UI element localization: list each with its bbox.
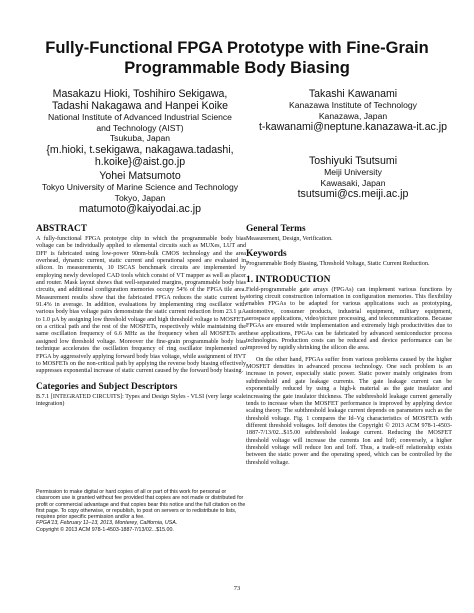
permission-notice xyxy=(36,489,246,533)
location: Tokyo, Japan xyxy=(114,192,166,203)
author-email: matumoto@kaiyodai.ac.jp xyxy=(78,203,202,216)
affiliation: Kanazawa Institute of Technology xyxy=(289,100,417,110)
introduction-paragraph-2: On the other hand, FPGAs suffer from various problems caused by the higher MOSFET densities in advanced process technology. One such problem is an increase in power, especially static power. Static power mainly originates from subthreshold and gate leakage currents. The gate leakage current can be exponentially reduced by using a high-k material as the gate insulator and increasing the gate insulator thickness. The subthreshold leakage current generally tends to increase when the MOSFET performance is improved by applying device scaling theory. The subthreshold leakage current depends on parameters such as the threshold voltage. Fig. 1 compares the Id–Vg characteristics of MOSFETs with different threshold voltages. Ioff denotes the Copyright © 2013 ACM 978-1-4503-1887-7/13/02...$15.00 subthreshold leakage current. Reducing the MOSFET threshold voltage will increase the currents Ion and Ioff; conversely, a higher threshold voltage will reduce Ion and Ioff. Thus, a trade-off relationship exists between the static power and the operating speed, which can be controlled by the threshold voltage. xyxy=(246,356,452,466)
keywords-heading: Keywords xyxy=(246,249,287,260)
author-name: Toshiyuki Tsutsumi xyxy=(308,155,398,167)
introduction-paragraph-1: Field-programmable gate arrays (FPGAs) can implement various functions by storing circuit construction information in configuration memories. This flexibility enables FPGAs to be adapted for various applications such as prototyping, automotive, consumer products, industrial equipment, military equipment, aerospace applications, video/picture processing, and telecommunications. Because FPGAs are ensured wide implementation and extremely high productivities due to these applications, FPGAs can be fabricated by advanced semiconductor process technologies. Production costs can be reduced and device performance can be improved by rapidly shrinking the silicon die area. xyxy=(246,286,452,352)
categories-text: B.7.1 [INTEGRATED CIRCUITS]: Types and Design Styles - VLSI (very large scale integration) xyxy=(36,393,246,407)
page-number: 73 xyxy=(233,585,241,592)
location: Kawasaki, Japan xyxy=(320,177,386,188)
right-column xyxy=(246,224,452,467)
location: Kanazawa, Japan xyxy=(318,110,388,121)
permission-text: Permission to make digital or hard copies of all or part of this work for personal or classroom use is granted without fee provided that copies are not made or distributed for profit or commercial advantage and that copies bear this notice and the full citation on the first page. To copy otherwise, or republish, to post on servers or to redistribute to lists, requires prior specific permission and/or a fee. xyxy=(36,489,246,521)
author-email: tsutsumi@cs.meiji.ac.jp xyxy=(297,188,409,201)
copyright-line: Copyright © 2013 ACM 978-1-4503-1887-7/13/02...$15.00. xyxy=(36,526,174,533)
general-terms-text: Measurement, Design, Verification. xyxy=(246,236,333,242)
affiliation: and Technology (AIST) xyxy=(96,122,184,133)
keywords-text: Programmable Body Biasing, Threshold Voltage, Static Current Reduction. xyxy=(246,261,430,268)
paper-title-line-2: Programmable Body Biasing xyxy=(124,59,350,77)
author-names: Masakazu Hioki, Toshihiro Sekigawa, xyxy=(52,88,228,100)
affiliation: Tokyo University of Marine Science and Technology xyxy=(41,182,239,192)
author-block-tumst xyxy=(30,170,250,215)
author-name: Takashi Kawanami xyxy=(308,88,398,100)
author-names: Tadashi Nakagawa and Hanpei Koike xyxy=(51,100,229,112)
author-email: {m.hioki, t.sekigawa, nakagawa.tadashi, xyxy=(46,143,234,156)
location: Tsukuba, Japan xyxy=(109,133,171,144)
paper-title-line-1: Fully-Functional FPGA Prototype with Fine-Grain xyxy=(45,39,429,57)
introduction-heading: 1. INTRODUCTION xyxy=(246,274,331,285)
left-column xyxy=(36,224,246,408)
general-terms-heading: General Terms xyxy=(246,224,306,234)
author-block-kit xyxy=(248,88,458,133)
affiliation: Meiji University xyxy=(324,167,382,177)
author-block-meiji xyxy=(248,155,458,200)
abstract-text: A fully-functional FPGA prototype chip in which the programmable body bias voltage can be individually applied to elemental circuits such as MUXes, LUT and DFF is fabricated using low-power 90nm-bulk CMOS technology and the area overhead, dynamic current, static current and operational speed are evaluated in silicon. In measurements, 10 ISCAS benchmark circuits are implemented by employing newly developed CAD tools which consist of VT mapper as well as placer and router. Mask layout shows that well-separated margins, programmable body bias circuits, and additional configuration memories occupy 54% of the FPGA tile area. Measurement results show that the fabricated FPGA reduces the static current by 91.4% in average. In addition, evaluations by implementing ring oscillator with various body bias voltage pairs demonstrate the static current reduction from 23.1 µA to 1.0 µA by assigning low threshold voltage and high threshold voltage to MOSFETs on a critical path and the rest of the MOSFETs, respectively while maintaining the same oscillation frequency of 6.6 MHz as the frequency when all MOSFETs are assigned low threshold voltage. Moreover the fine-grain programmable body bias technique accelerates the oscillation frequency of ring oscillator implemented on FPGA by aggressively applying forward body bias voltage, while assignment of HVT to MOSFETs on the non-critical path by applying the reverse body biasing effectively suppresses exponential increase of static current caused by the forward body biasing. xyxy=(36,236,246,375)
author-email: t-kawanami@neptune.kanazawa-it.ac.jp xyxy=(258,121,447,134)
author-name: Yohei Matsumoto xyxy=(99,170,181,182)
author-block-aist xyxy=(30,88,250,168)
venue-line: FPGA'13, February 11–13, 2013, Monterey, California, USA. xyxy=(36,520,178,527)
abstract-heading: ABSTRACT xyxy=(36,224,88,234)
categories-heading: Categories and Subject Descriptors xyxy=(36,381,178,392)
author-email: h.koike}@aist.go.jp xyxy=(94,155,186,168)
affiliation: National Institute of Advanced Industrial Science xyxy=(48,112,232,122)
